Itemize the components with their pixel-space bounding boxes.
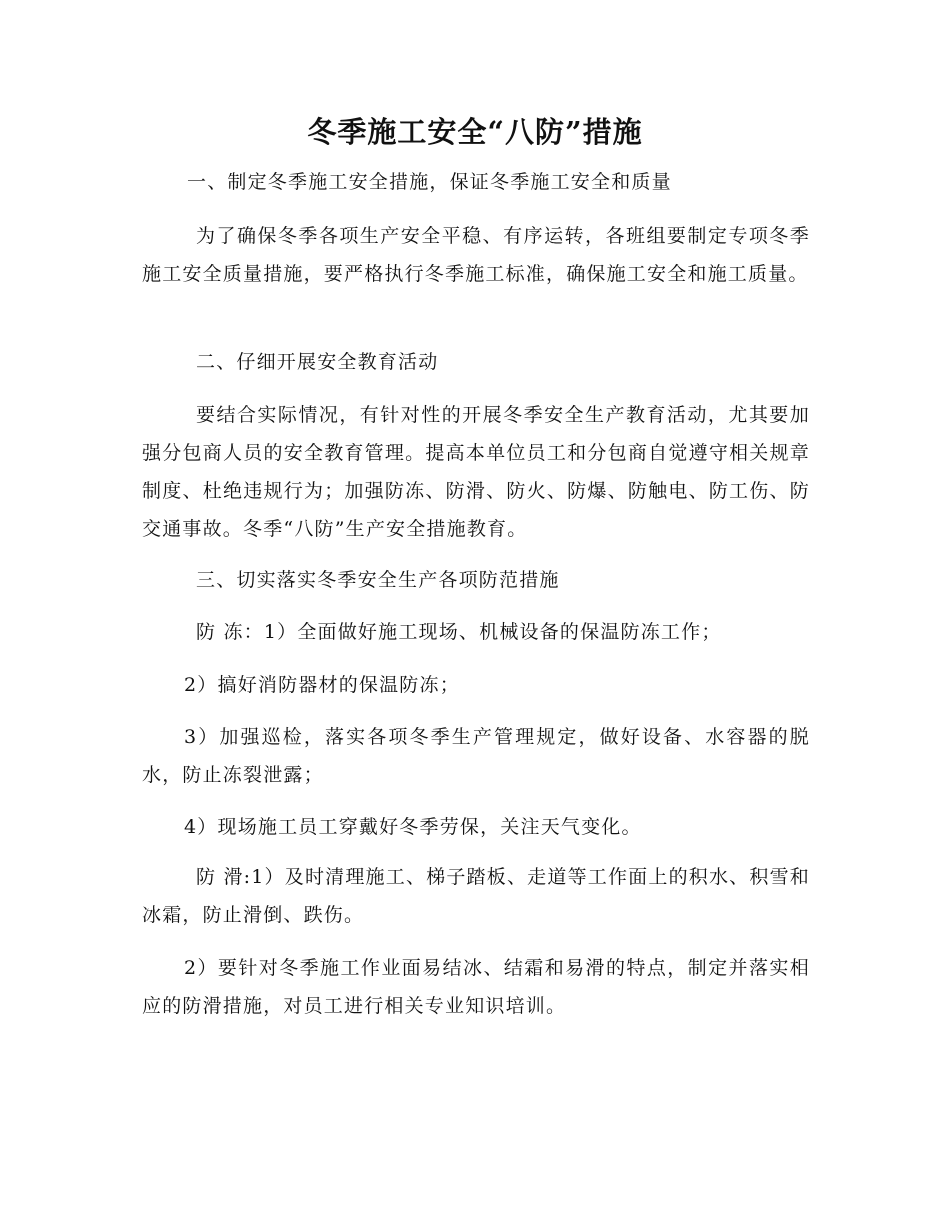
section-heading-3: 三、切实落实冬季安全生产各项防范措施 [196, 569, 560, 591]
freeze-measure-1: 防 冻：1）全面做好施工现场、机械设备的保温防冻工作； [196, 621, 722, 643]
document-title: 冬季施工安全“八防”措施 [307, 115, 643, 149]
freeze-measure-3: 3）加强巡检，落实各项冬季生产管理规定，做好设备、水容器的脱水，防止冻裂泄露； [142, 726, 810, 786]
section-body-1: 为了确保冬季各项生产安全平稳、有序运转，各班组要制定专项冬季施工安全质量措施，要严格执行冬季施工标准，确保施工安全和施工质量。 [142, 225, 810, 285]
freeze-measure-4: 4）现场施工员工穿戴好冬季劳保，关注天气变化。 [184, 816, 642, 838]
section-body-2: 要结合实际情况，有针对性的开展冬季安全生产教育活动，尤其要加强分包商人员的安全教育管理。提高本单位员工和分包商自觉遵守相关规章制度、杜绝违规行为；加强防冻、防滑、防火、防爆、防触电、防工伤、防交通事故。冬季“八防”生产安全措施教育。 [142, 404, 810, 540]
freeze-measure-2: 2）搞好消防器材的保温防冻； [184, 674, 460, 696]
section-heading-1: 一、制定冬季施工安全措施，保证冬季施工安全和质量 [187, 171, 672, 193]
section-heading-2: 二、仔细开展安全教育活动 [196, 351, 439, 373]
slip-measure-2: 2）要针对冬季施工作业面易结冰、结霜和易滑的特点，制定并落实相应的防滑措施，对员工进行相关专业知识培训。 [142, 957, 810, 1017]
slip-measure-1: 防 滑:1）及时清理施工、梯子踏板、走道等工作面上的积水、积雪和冰霜，防止滑倒、跌伤。 [142, 866, 810, 926]
